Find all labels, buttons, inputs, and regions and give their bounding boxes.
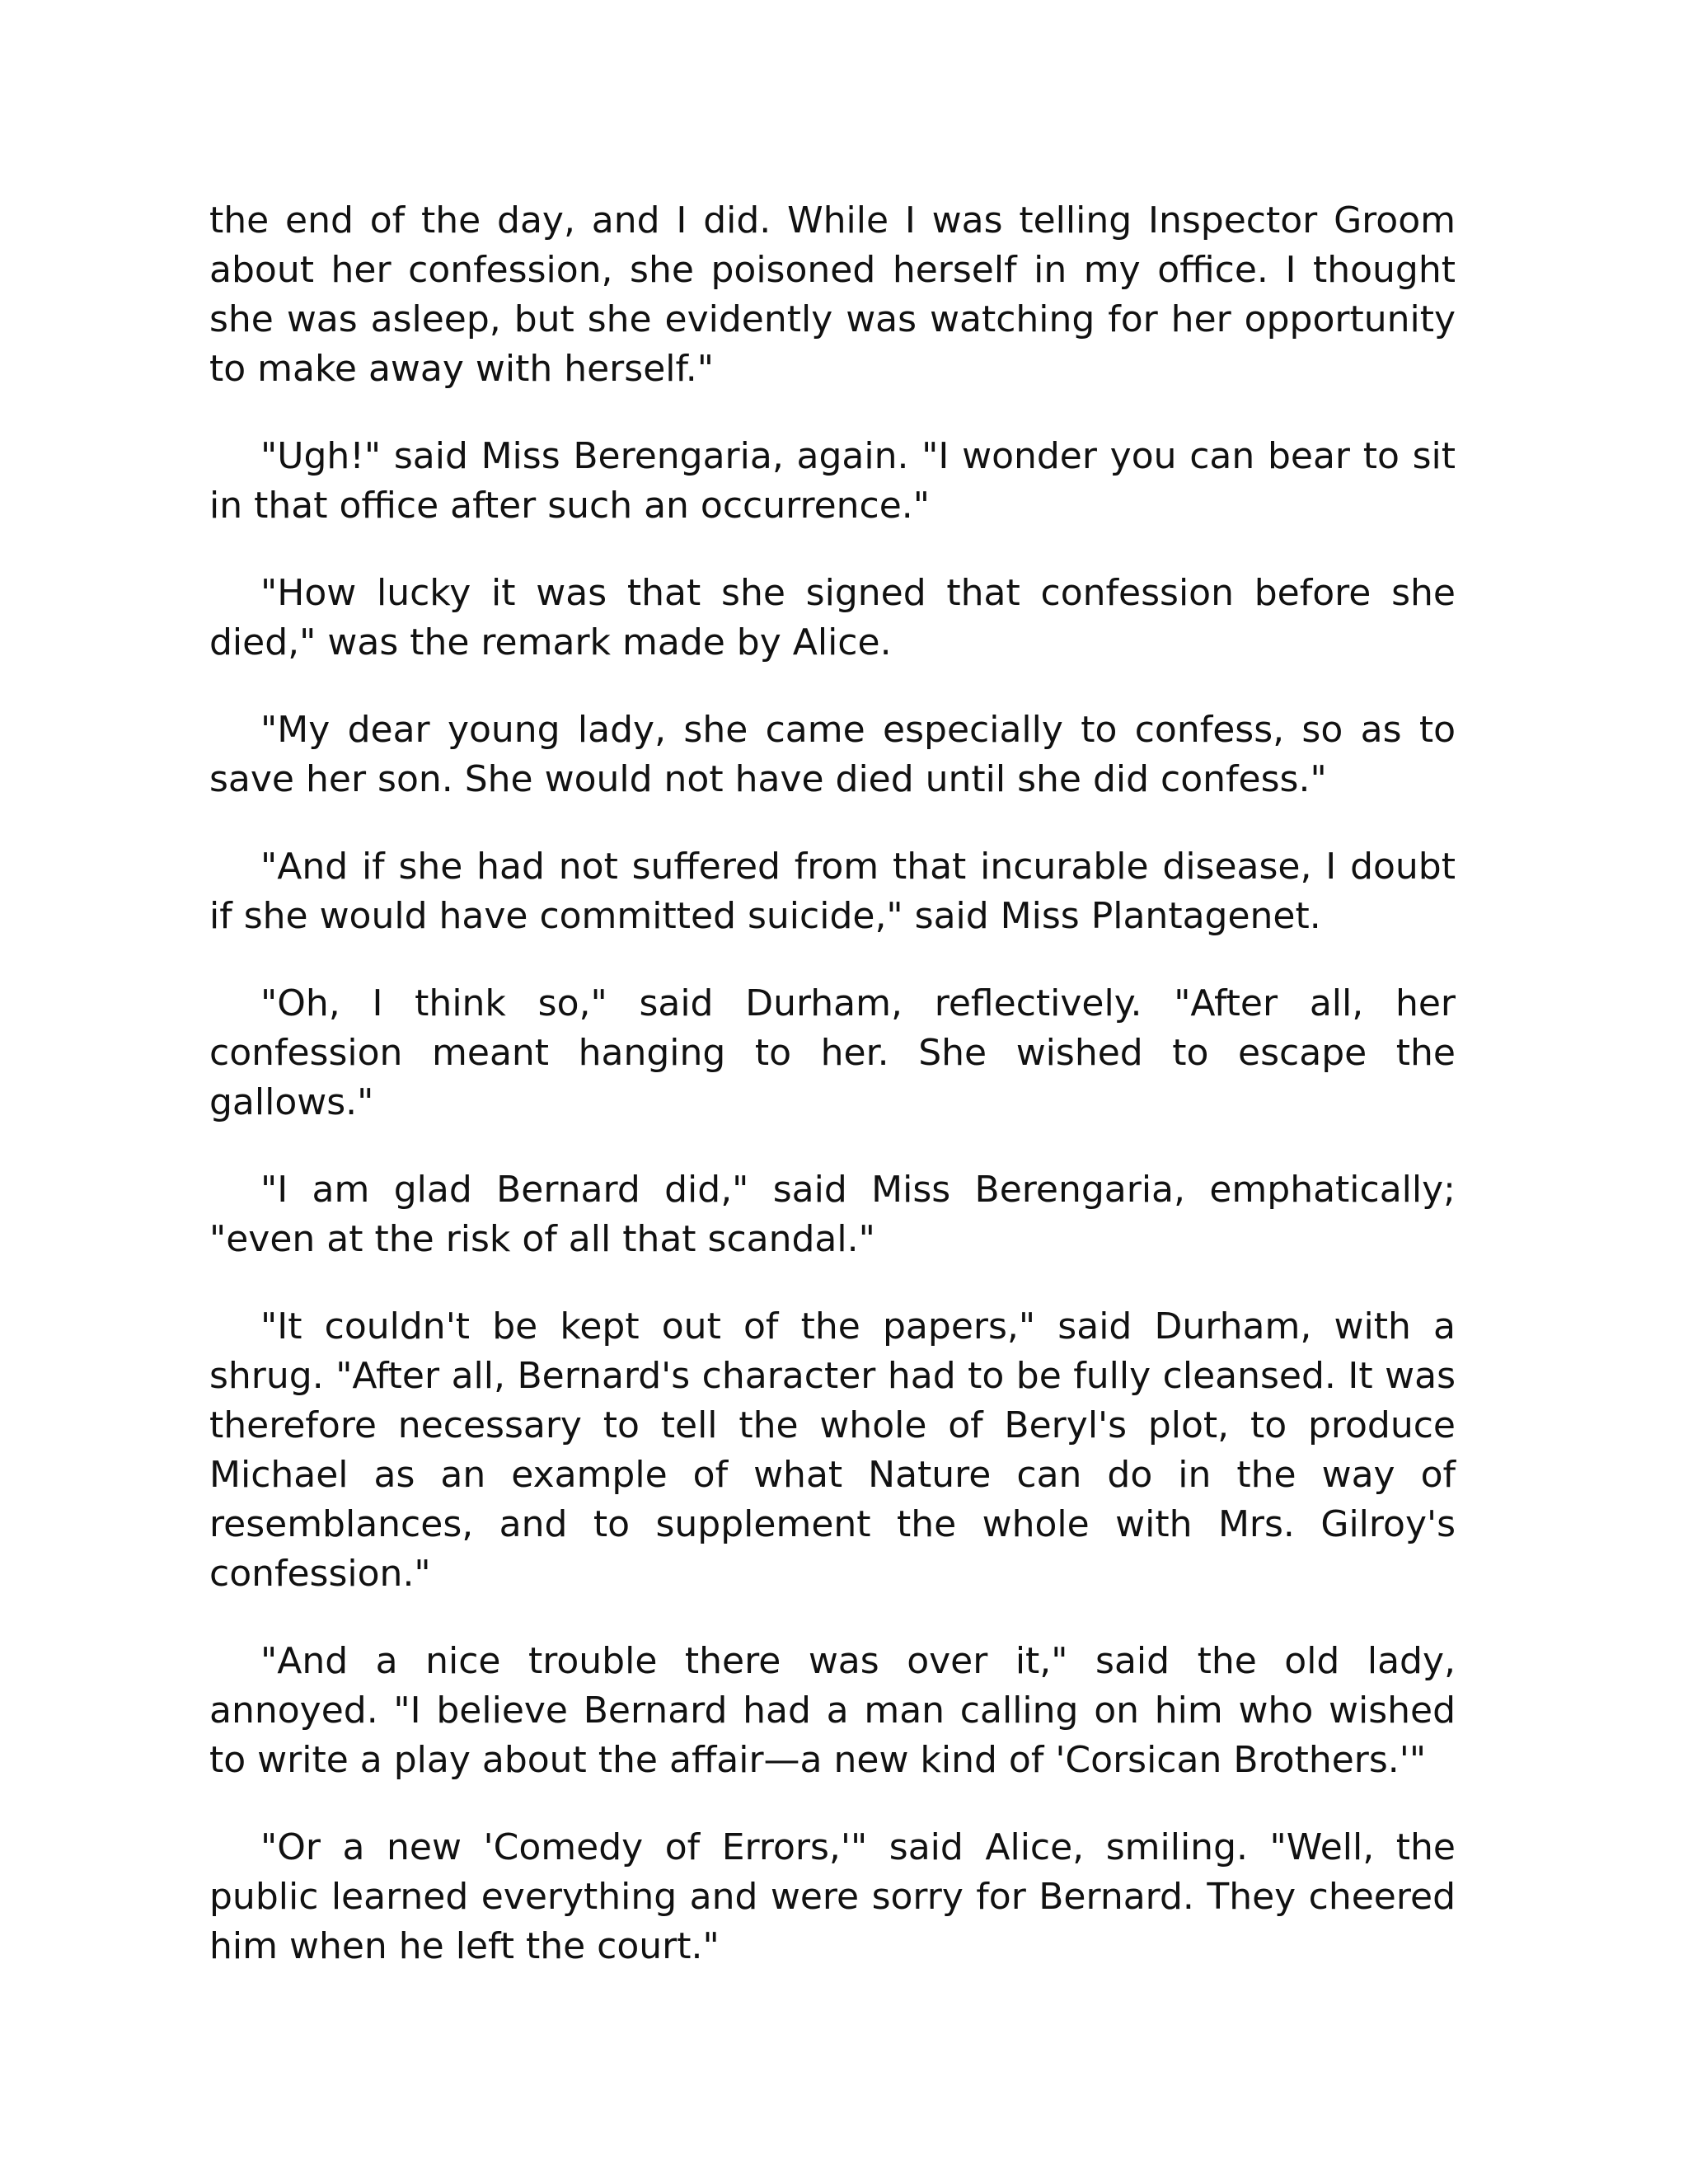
paragraph-continuation: the end of the day, and I did. While I was telling Inspector Groom about her confession, she poisoned herself in my office. I thought she was asleep, but she evidently was watching for her opportunity to make away with herself." [209, 199, 1456, 390]
paragraph-old-lady-trouble: "And a nice trouble there was over it," said the old lady, annoyed. "I believe Bernard had a man calling on him who wished to write a play about the affair—a new kind of 'Corsican Brothers.'" [209, 1640, 1456, 1781]
paragraph-alice-comedy: "Or a new 'Comedy of Errors,'" said Alice, smiling. "Well, the public learned everything and were sorry for Bernard. They cheered him when he left the court." [209, 1826, 1456, 1967]
page-body [209, 196, 1456, 2009]
paragraph-durham-gallows: "Oh, I think so," said Durham, reflectively. "After all, her confession meant hanging to her. She wished to escape the gallows." [209, 982, 1456, 1123]
paragraph-durham-confess: "My dear young lady, she came especially to confess, so as to save her son. She would not have died until she did confess." [209, 709, 1456, 800]
paragraph-berengaria-ugh: "Ugh!" said Miss Berengaria, again. "I wonder you can bear to sit in that office after such an occurrence." [209, 435, 1456, 527]
paragraph-plantagenet-disease: "And if she had not suffered from that incurable disease, I doubt if she would have committed suicide," said Miss Plantagenet. [209, 846, 1456, 937]
paragraph-berengaria-glad: "I am glad Bernard did," said Miss Berengaria, emphatically; "even at the risk of all that scandal." [209, 1169, 1456, 1260]
paragraph-durham-papers: "It couldn't be kept out of the papers," said Durham, with a shrug. "After all, Bernard's character had to be fully cleansed. It was therefore necessary to tell the whole of Beryl's plot, to produce Michael as an example of what Nature can do in the way of resemblances, and to supplement the whole with Mrs. Gilroy's confession." [209, 1305, 1456, 1595]
paragraph-alice-lucky: "How lucky it was that she signed that confession before she died," was the remark made by Alice. [209, 572, 1456, 663]
